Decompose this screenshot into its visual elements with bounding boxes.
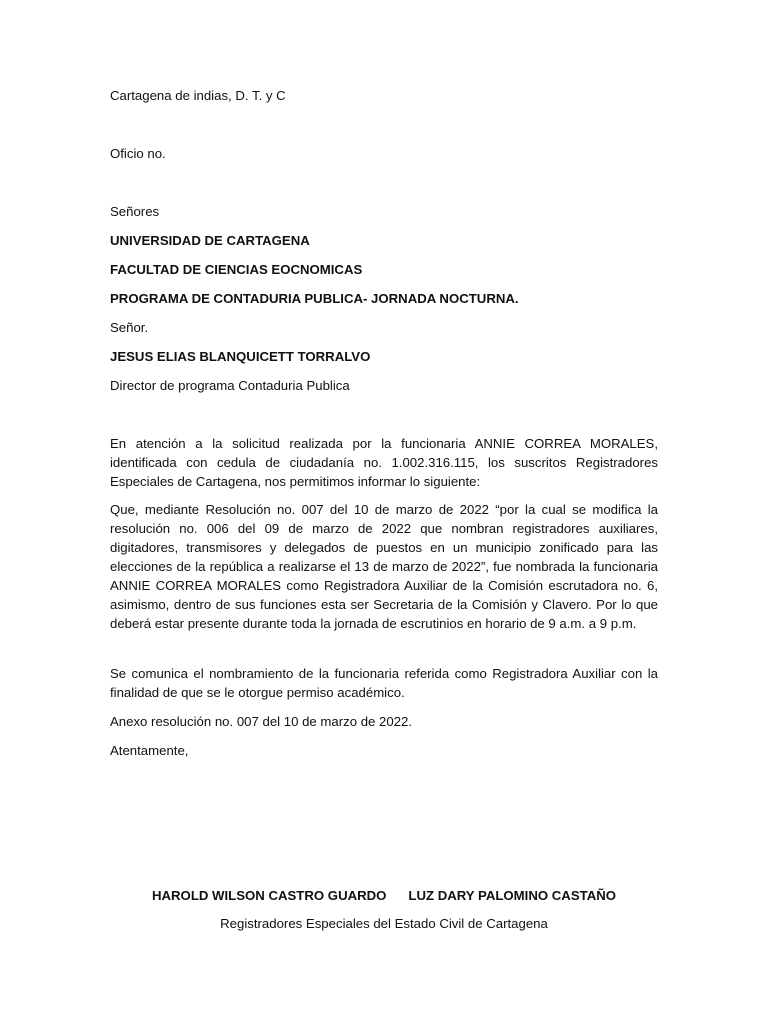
recipient-institution: UNIVERSIDAD DE CARTAGENA [110, 233, 310, 248]
recipient-faculty: FACULTAD DE CIENCIAS EOCNOMICAS [110, 262, 363, 277]
reference-number: Oficio no. [110, 146, 166, 161]
recipient-program: PROGRAMA DE CONTADURIA PUBLICA- JORNADA NOCTURNA. [110, 291, 519, 306]
closing: Atentamente, [110, 743, 189, 758]
body-paragraph: Se comunica el nombramiento de la funcionaria referida como Registradora Auxiliar con la finalidad de que se le otorgue permiso académico. [110, 666, 658, 700]
body-paragraph: Que, mediante Resolución no. 007 del 10 de marzo de 2022 “por la cual se modifica la resolución no. 006 del 09 de marzo de 2022 que nombran registradores auxiliares, digitadores, transmisores y delegados de puestos en un municipio zonificado para las elecciones de la república a realizarse el 13 de marzo de 2022”, fue nombrada la funcionaria ANNIE CORREA MORALES como Registradora Auxiliar de la Comisión escrutadora no. 6, asimismo, dentro de sus funciones esta ser Secretaria de la Comisión y Clavero. Por lo que deberá estar presente durante toda la jornada de escrutinios en horario de 9 a.m. a 9 p.m. [110, 502, 658, 631]
place-date: Cartagena de indias, D. T. y C [110, 88, 286, 103]
recipient-title: Director de programa Contaduria Publica [110, 378, 350, 393]
body-paragraph: Anexo resolución no. 007 del 10 de marzo de 2022. [110, 714, 413, 729]
signatory-name: LUZ DARY PALOMINO CASTAÑO [408, 888, 616, 903]
recipient-name: JESUS ELIAS BLANQUICETT TORRALVO [110, 349, 371, 364]
salutation-individual: Señor. [110, 320, 149, 335]
salutation: Señores [110, 204, 160, 219]
signatories [0, 886, 768, 905]
signatory-name: HAROLD WILSON CASTRO GUARDO [151, 888, 387, 903]
body-paragraph: En atención a la solicitud realizada por la funcionaria ANNIE CORREA MORALES, identificada con cedula de ciudadanía no. 1.002.316.115, los suscritos Registradores Especiales de Cartagena, nos permitimos informar lo siguiente: [110, 436, 658, 489]
signatories-title: Registradores Especiales del Estado Civil de Cartagena [220, 916, 548, 931]
